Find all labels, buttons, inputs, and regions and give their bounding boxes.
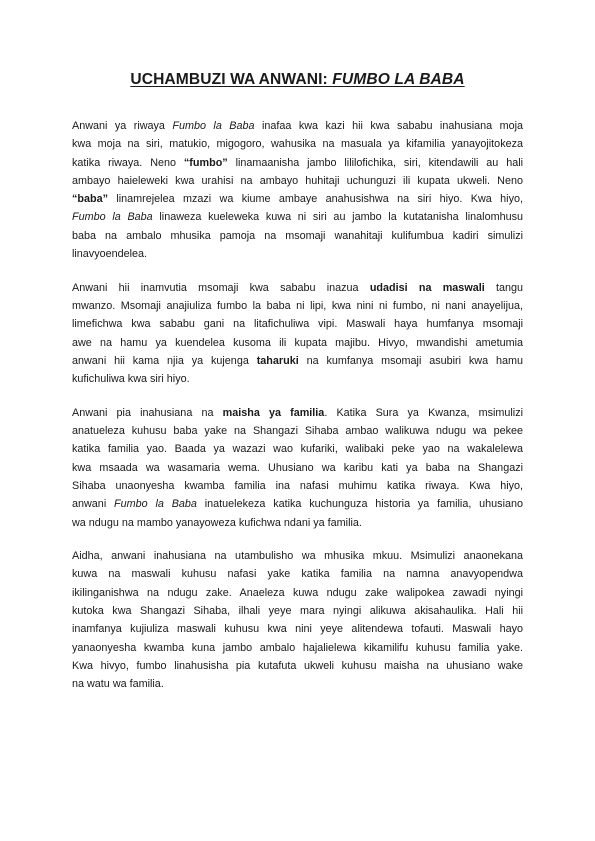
text-run: . Katika Sura ya Kwanza, msimulizi [324, 406, 523, 419]
paragraph-line [72, 422, 523, 440]
text-run: baba na ambalo mhusika pamoja na msomaji wanahitaji kulifumbua kadiri simulizi [72, 229, 523, 242]
text-run: linamrejelea mzazi wa kiume ambaye anahusishwa na siri hiyo. Kwa hiyo, [108, 193, 523, 206]
text-run: linavyoendelea. [72, 248, 148, 261]
text-run: na kumfanya msomaji asubiri kwa hamu [298, 354, 523, 367]
text-run: Anwani ya riwaya [72, 120, 173, 132]
paragraph-line [72, 245, 523, 263]
paragraph-line [72, 584, 523, 602]
text-run: katika familia yao. Baada ya wazazi wao kufariki, walibaki peke yao na wakalelewa [72, 443, 523, 456]
paragraph-line [72, 514, 523, 532]
title-italic: FUMBO LA BABA [332, 71, 465, 88]
title-plain: UCHAMBUZI WA ANWANI: [130, 71, 333, 88]
paragraph-line [72, 154, 523, 172]
bold-text: maisha ya familia [222, 406, 325, 419]
paragraph-line [72, 370, 523, 388]
text-run: Anwani pia inahusiana na [72, 406, 223, 419]
paragraph-line [72, 315, 523, 333]
paragraph-line [72, 675, 523, 693]
text-run: inamfanya kujiuliza maswali kuhusu kwa nini yeye alitendewa tofauti. Maswali hayo [72, 623, 523, 636]
paragraph-line [72, 495, 523, 513]
text-run: anwani hii kama njia ya kujenga [72, 354, 257, 367]
paragraph-line [72, 657, 523, 675]
paragraph-line [72, 404, 523, 422]
text-run: ikilinganishwa na ndugu zake. Anaeleza kuwa ndugu zake walipokea zawadi nyingi [72, 586, 523, 599]
text-run: Aidha, anwani inahusiana na utambulisho wa mhusika mkuu. Msimulizi anaonekana [72, 550, 523, 563]
paragraph [72, 404, 523, 532]
text-run: yanaonyesha kwamba kuna jambo ambalo hajalielewa kikamilifu kuhusu familia yake. [72, 641, 523, 654]
text-run: wa ndugu na mambo yanayoweza kufichwa ndani ya familia. [72, 516, 362, 529]
paragraph [72, 279, 523, 389]
text-run: katika riwaya. Neno [72, 156, 184, 169]
paragraph-line [72, 172, 523, 190]
text-run: anwani [72, 498, 115, 511]
paragraph-line [72, 117, 523, 135]
paragraph-line [72, 352, 523, 370]
italic-text: Fumbo la Baba [72, 211, 153, 224]
text-run: inatuelekeza katika kuchunguza historia ya familia, uhusiano [196, 498, 523, 511]
bold-text: “baba” [72, 193, 108, 206]
italic-text: Fumbo la Baba [172, 120, 255, 132]
text-run: kufichuliwa kwa siri hiyo. [72, 373, 190, 386]
text-run: inafaa kwa kazi hii kwa sababu inahusiana moja [254, 120, 524, 132]
paragraph-line [72, 334, 523, 352]
paragraph-line [72, 602, 523, 620]
paragraph-line [72, 639, 523, 657]
paragraph-line [72, 297, 523, 315]
text-run: tangu [484, 281, 523, 294]
text-run: limefichwa kwa sababu gani na litafichuliwa vipi. Maswali haya humfanya msomaji [72, 318, 523, 331]
text-run: kuwa na maswali kuhusu nafasi yake katika familia na namna anavyopendwa [72, 568, 523, 581]
paragraph-line [72, 227, 523, 245]
paragraph-line [72, 565, 523, 583]
paragraph-line [72, 208, 523, 226]
text-run: mwanzo. Msomaji anajiuliza fumbo la baba ni lipi, kwa nini ni fumbo, ni nani anayelijua, [72, 299, 523, 312]
paragraph-line [72, 620, 523, 638]
text-run: Anwani hii inamvutia msomaji kwa sababu inazua [72, 281, 370, 294]
paragraph-line [72, 279, 523, 297]
text-run: kwa msaada wa wasamaria wema. Uhusiano wa karibu kati ya baba na Shangazi [72, 461, 523, 474]
text-run: Sihaba unaonyesha kwamba familia ina nafasi muhimu katika riwaya. Kwa hiyo, [72, 479, 523, 492]
bold-text: taharuki [256, 354, 299, 367]
paragraph-line [72, 477, 523, 495]
text-run: na watu wa familia. [72, 678, 164, 691]
text-run: ambayo haieleweki kwa urahisi na ambayo huhitaji uchunguzi ili kupata ukweli. Neno [72, 174, 523, 187]
paragraph-line [72, 547, 523, 565]
document-body [72, 117, 523, 709]
paragraph-line [72, 459, 523, 477]
paragraph [72, 547, 523, 693]
paragraph [72, 117, 523, 263]
text-run: kutoka kwa Shangazi Sihaba, ilhali yeye mara nyingi alikuwa akisahaulika. Hali hii [72, 605, 523, 618]
text-run: kwa moja na siri, matukio, migogoro, wahusika na masuala ya kifamilia yanayojitokeza [72, 138, 523, 151]
text-run: Kwa hivyo, fumbo linahusisha pia kutafuta ukweli kuhusu maisha na uhusiano wake [72, 659, 523, 672]
bold-text: “fumbo” [183, 156, 228, 169]
italic-text: Fumbo la Baba [114, 498, 197, 511]
paragraph-line [72, 440, 523, 458]
paragraph-line [72, 135, 523, 153]
text-run: linamaanisha jambo lililofichika, siri, kitendawili au hali [227, 156, 523, 169]
paragraph-line [72, 190, 523, 208]
text-run: anatueleza kuhusu baba yake na Shangazi Sihaba ambao walikuwa ndugu wa pekee [72, 425, 523, 438]
text-run: awe na hamu ya kuendelea kusoma ili kupata majibu. Hivyo, mwandishi ametumia [72, 336, 523, 349]
bold-text: udadisi na maswali [369, 281, 485, 294]
text-run: linaweza kueleweka kuwa ni siri au jambo la kutatanisha linalomhusu [152, 211, 523, 224]
page-title [60, 71, 535, 89]
